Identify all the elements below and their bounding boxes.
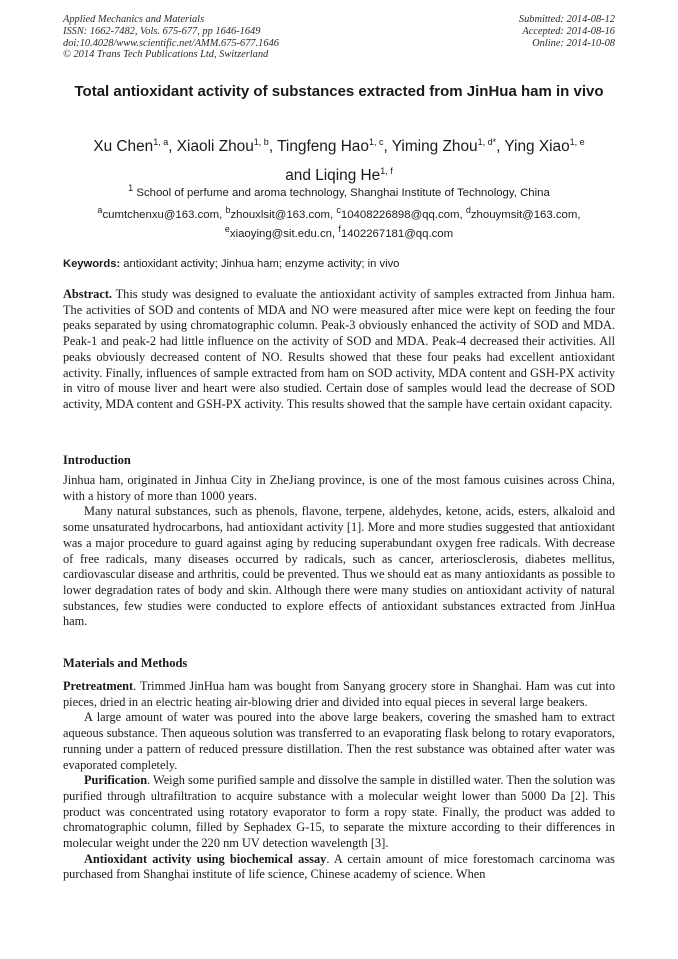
email-link[interactable]: xiaoying@sit.edu.cn	[229, 228, 332, 241]
author-name: Ying Xiao	[504, 138, 570, 156]
author-sup: 1, a	[153, 137, 169, 147]
section-heading-methods: Materials and Methods	[63, 656, 188, 670]
abstract-text: This study was designed to evaluate the antioxidant activity of samples extracted from Jinhua ham. The activities of SOD and contents of MDA and NO were measured after mice were kept on feeding the four peaks separated by using chromatographic column. Peak-3 obviously enhanced the activity of SOD and MDA. Peak-1 and peak-2 had little influence on the activity of SOD and MDA. Peak-4 decreased their activities. All peaks obviously decreased content of NO. Results showed that these four peaks had excellent antioxidant activity. Finally, influences of sample extracted from ham on SOD activity, MDA content and GSH-PX activity in vitro of mouse liver and heart were also studied. Certain dose of samples would lead the decrease of SOD activity, MDA content and GSH-PX activity. This results showed that the sample have certain oxidant capacity.	[63, 287, 615, 411]
author-name: Xu Chen	[93, 138, 154, 156]
subheading-purification: Purification	[84, 773, 148, 788]
keywords-label: Keywords:	[63, 258, 121, 270]
journal-header	[63, 14, 279, 61]
paragraph: Pretreatment. Trimmed JinHua ham was bought from Sanyang grocery store in Shanghai. Ham was cut into pieces, dried in an electric heating air-blowing drier and divided into equal pieces in several large beakers.	[63, 679, 615, 709]
email-link[interactable]: 10408226898@qq.com	[340, 208, 460, 221]
subheading-assay: Antioxidant activity using biochemical assay	[84, 851, 327, 866]
email-link[interactable]: 1402267181@qq.com	[340, 228, 454, 241]
dates-header	[519, 14, 615, 49]
author-name: Tingfeng Hao	[277, 138, 369, 156]
author-sup: 1, c	[368, 137, 384, 147]
methods-body	[63, 679, 615, 883]
subheading-pretreatment: Pretreatment	[63, 679, 134, 693]
paragraph: Purification. Weigh some purified sample and dissolve the sample in distilled water. Then the solution was purified through ultrafiltration to acquire substance with a molecular weight lower than 5000 Da [2]. This product was concentrated using rotatory evaporator to form a ropy state. Finally, the product was added to chromatographic column, filled by Sephadex G-15, to separate the mixture according to their differences in molecular weight under the 220 nm UV detection wavelength [3].	[63, 773, 615, 851]
introduction-body	[63, 473, 615, 630]
email-link[interactable]: zhouymsit@163.com	[470, 208, 578, 221]
affiliation: $^1$ School of perfume and aroma technology, Shanghai Institute of Technology, China	[128, 183, 550, 199]
author-sup: 1, b	[253, 137, 269, 147]
section-heading-introduction: Introduction	[63, 453, 131, 467]
copyright-line: © 2014 Trans Tech Publications Ltd, Switzerland	[63, 49, 269, 61]
email-link[interactable]: cumtchenxu@163.com	[102, 208, 220, 221]
keywords-text: antioxidant activity; Jinhua ham; enzyme activity; in vivo	[120, 258, 400, 270]
email-link[interactable]: zhouxlsit@163.com	[230, 208, 331, 221]
paragraph: Many natural substances, such as phenols, flavone, terpene, aldehydes, ketone, acids, esters, alkaloid and some unsaturated hydrocarbons, had antioxidant activity [1]. More and more studies suggested that antioxidant was a major procedure to guard against aging by reducing superabundant oxygen free radicals. With decrease of free radicals, many diseases occurred by radicals, such as cancer, arteriosclerosis, diabetes mellitus, cardiovascular disease and arthritis, could be prevented. Thus we should eat as many antioxidants as possible to lower degradation rates of body and skin. Although there were many studies on antioxidant activity of natural substances, few studies were conducted to explore effects of antioxidant substances extracted from JinHua ham.	[63, 504, 615, 629]
author-name: Liqing He	[315, 167, 381, 185]
author-sup: 1, e	[569, 137, 585, 147]
online-date: Online: 2014-10-08	[532, 37, 615, 49]
doi-line: doi:10.4028/www.scientific.net/AMM.675-677.1646	[63, 37, 279, 49]
keywords	[63, 257, 615, 271]
paragraph: Jinhua ham, originated in Jinhua City in ZheJiang province, is one of the most famous cuisines across China, with a history of more than 1000 years.	[63, 473, 615, 503]
paragraph: Antioxidant activity using biochemical assay. A certain amount of mice forestomach carcinoma was purchased from Shanghai institute of life science, Chinese academy of science. When	[63, 851, 615, 882]
paragraph: A large amount of water was poured into the above large beakers, covering the smashed ham to extract aqueous substance. Then aqueous solution was transferred to an evaporating flask belong to rotary evaporators, running under a pattern of reduced pressure distillation. Then the rest substance was obtained after water was evaporated completely.	[63, 710, 615, 772]
email-list: $^a$cumtchenxu@163.com, $^b$zhouxlsit@163.com, $^c$10408226898@qq.com, $^d$zhouymsit@163.com, $^e$xiaoying@sit.edu.cn, $^f$1402267181@qq.com	[97, 205, 581, 241]
issn-line: ISSN: 1662-7482, Vols. 675-677, pp 1646-1649	[63, 25, 261, 37]
paper-title: Total antioxidant activity of substances extracted from JinHua ham in vivo	[74, 83, 604, 100]
abstract-label: Abstract.	[63, 287, 113, 301]
abstract	[63, 287, 615, 413]
author-list: Xu Chen$^{1, a}$, Xiaoli Zhou$^{1, b}$, Tingfeng Hao$^{1, c}$, Yiming Zhou$^{1, d*}$, Ying Xiao$^{1, e}$ and Liqing He$^{1, f}$	[93, 137, 585, 185]
author-sup: 1, f	[380, 166, 393, 177]
submitted-date: Submitted: 2014-08-12	[518, 14, 615, 25]
author-name: Xiaoli Zhou	[176, 138, 254, 156]
author-name: Yiming Zhou	[391, 138, 478, 156]
journal-name: Applied Mechanics and Materials	[63, 14, 205, 25]
author-sup: 1, d*	[477, 137, 497, 147]
accepted-date: Accepted: 2014-08-16	[522, 25, 615, 37]
